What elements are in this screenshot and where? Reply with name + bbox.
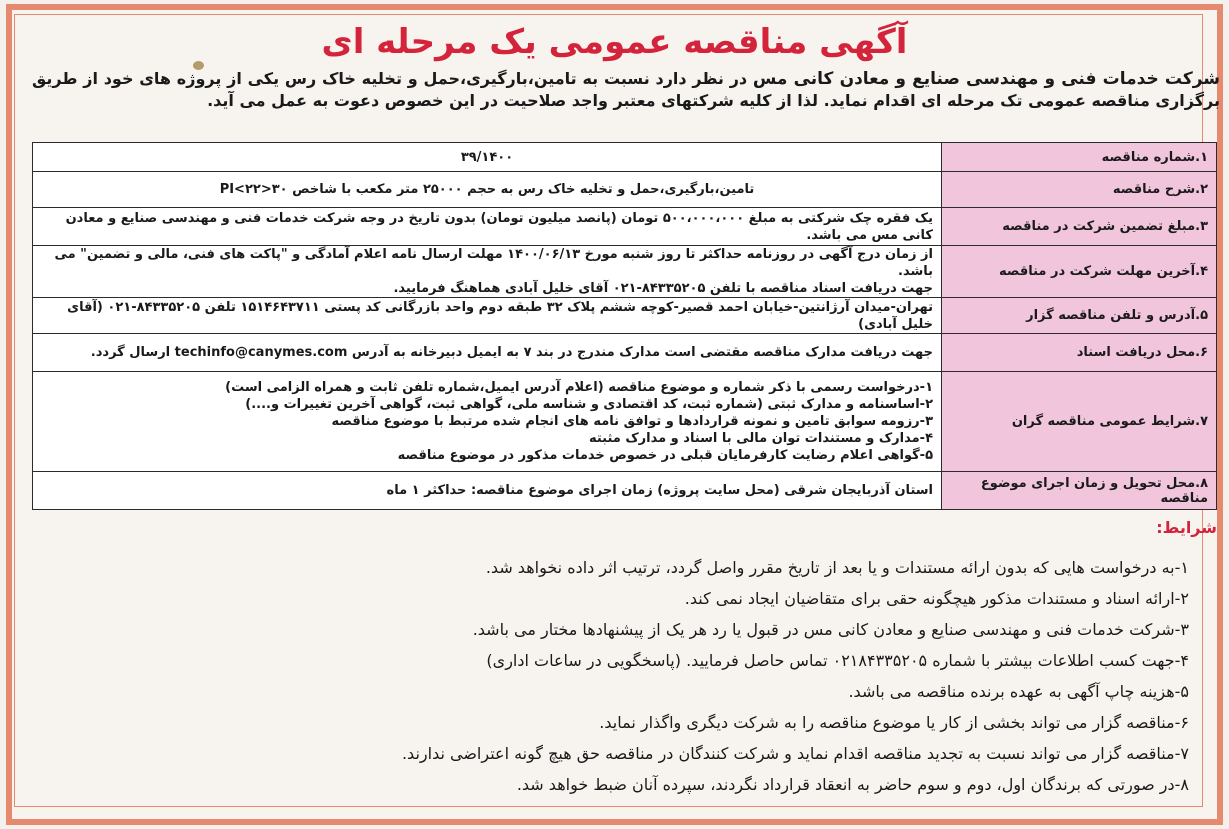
row-value-line: ۱-درخواست رسمی با ذکر شماره و موضوع مناقصه (اعلام آدرس ایمیل،شماره تلفن ثابت و همراه الزامی است) [225, 380, 933, 395]
condition-item: ۵-هزینه چاپ آگهی به عهده برنده مناقصه می باشد. [848, 682, 1189, 701]
table-row [33, 334, 1217, 372]
row-label: ۶.محل دریافت اسناد [942, 334, 1217, 372]
table-row [33, 472, 1217, 510]
row-value-line: ۴-مدارک و مستندات توان مالی با اسناد و مدارک مثبته [588, 431, 933, 446]
condition-item: ۴-جهت کسب اطلاعات بیشتر با شماره ۰۲۱۸۴۳۳۵۲۰۵ تماس حاصل فرمایید. (پاسخگویی در ساعات اداری) [486, 651, 1189, 670]
row-value-line: یک فقره چک شرکتی به مبلغ ۵۰۰،۰۰۰،۰۰۰ تومان (پانصد میلیون تومان) بدون تاریخ در وجه شرکت خدمات فنی و مهندسی صنایع و معادن کانی مس می باشد. [65, 210, 933, 243]
row-value [33, 372, 942, 472]
row-label: ۳.مبلغ تضمین شرکت در مناقصه [942, 208, 1217, 246]
condition-item: ۱-به درخواست هایی که بدون ارائه مستندات و یا بعد از تاریخ مقرر واصل گردد، ترتیب اثر داده نخواهد شد. [485, 558, 1189, 577]
conditions-list [289, 552, 1189, 800]
row-value [33, 208, 942, 246]
row-label: ۲.شرح مناقصه [942, 172, 1217, 208]
condition-item: ۷-مناقصه گزار می تواند نسبت به تجدید مناقصه اقدام نماید و شرکت کنندگان در مناقصه حق هیچ گونه اعتراضی ندارند. [401, 744, 1189, 763]
table-row [33, 246, 1217, 298]
row-value [33, 472, 942, 510]
condition-item: ۶-مناقصه گزار می تواند بخشی از کار یا موضوع مناقصه را به شرکت دیگری واگذار نماید. [599, 713, 1189, 732]
table-row [33, 172, 1217, 208]
row-value [33, 246, 942, 298]
row-value-line: ۳۹/۱۴۰۰ [460, 149, 514, 165]
row-value-line: استان آذربایجان شرقی (محل سایت پروژه) زمان اجرای موضوع مناقصه: حداکثر ۱ ماه [386, 483, 933, 498]
row-label: ۷.شرایط عمومی مناقصه گران [942, 372, 1217, 472]
condition-item: ۸-در صورتی که برندگان اول، دوم و سوم حاضر به انعقاد قرارداد نگردند، سپرده آنان ضبط خواهد شد. [516, 775, 1189, 794]
row-label: ۴.آخرین مهلت شرکت در مناقصه [942, 246, 1217, 298]
row-value [33, 172, 942, 208]
row-value-line: تهران-میدان آرژانتین-خیابان احمد قصیر-کوچه ششم پلاک ۳۲ طبقه دوم واحد بازرگانی کد پستی ۱۵۱۴۶۴۳۷۱۱ تلفن ۸۴۳۳۵۲۰۵-۰۲۱ (آقای خلیل آبادی) [67, 299, 933, 332]
row-value [33, 143, 942, 172]
table-row [33, 143, 1217, 172]
row-label: ۸.محل تحویل و زمان اجرای موضوع مناقصه [942, 472, 1217, 510]
condition-item: ۳-شرکت خدمات فنی و مهندسی صنایع و معادن کانی مس در قبول یا رد هر یک از پیشنهادها مختار می باشد. [472, 620, 1189, 639]
row-value-line: جهت دریافت اسناد مناقصه با تلفن ۸۴۳۳۵۲۰۵-۰۲۱ آقای خلیل آبادی هماهنگ فرمایید. [393, 281, 933, 296]
row-value [33, 298, 942, 334]
table-row [33, 372, 1217, 472]
condition-item: ۲-ارائه اسناد و مستندات مذکور هیچگونه حقی برای متقاضیان ایجاد نمی کند. [684, 589, 1189, 608]
conditions-heading: شرایط: [1156, 518, 1217, 537]
company-name: شرکت خدمات فنی و مهندسی صنایع و معادن کانی مس [752, 69, 1220, 89]
row-value-line: جهت دریافت مدارک مناقصه مقتضی است مدارک مندرج در بند ۷ به ایمیل دبیرخانه به آدرس techinfo@canymes.com ارسال گردد. [90, 345, 933, 360]
intro-paragraph [32, 68, 1220, 112]
row-value-line: از زمان درج آگهی در روزنامه حداکثر تا روز شنبه مورخ ۱۴۰۰/۰۶/۱۳ مهلت ارسال نامه اعلام آمادگی و "پاکت های فنی، مالی و تضمین" می باشد. [54, 247, 933, 279]
notice-title: آگهی مناقصه عمومی یک مرحله ای [321, 22, 908, 62]
row-value-line: تامین،بارگیری،حمل و تخلیه خاک رس به حجم ۲۵۰۰۰ متر مکعب با شاخص ۳۰<PI<۲۲ [219, 182, 755, 197]
tender-table [32, 142, 1217, 510]
table-row [33, 208, 1217, 246]
row-value [33, 334, 942, 372]
row-value-line: ۲-اساسنامه و مدارک ثبتی (شماره ثبت، کد اقتصادی و شناسه ملی، گواهی ثبت، گواهی آخرین تغییرات و....) [245, 397, 933, 412]
intro-text: در نظر دارد نسبت به تامین،بارگیری،حمل و تخلیه خاک رس یکی از پروژه های خود از طریق برگزاری مناقصه عمومی تک مرحله ای اقدام نماید. لذا از کلیه شرکتهای معتبر واجد صلاحیت در این خصوص دعوت به عمل می آید. [32, 69, 1220, 110]
row-label: ۱.شماره مناقصه [942, 143, 1217, 172]
row-label: ۵.آدرس و تلفن مناقصه گزار [942, 298, 1217, 334]
table-row [33, 298, 1217, 334]
row-value-line: ۳-رزومه سوابق تامین و نمونه قراردادها و توافق نامه های انجام شده مرتبط با موضوع مناقصه [331, 414, 933, 429]
row-value-line: ۵-گواهی اعلام رضایت کارفرمایان قبلی در خصوص خدمات مذکور در موضوع مناقصه [397, 448, 933, 463]
